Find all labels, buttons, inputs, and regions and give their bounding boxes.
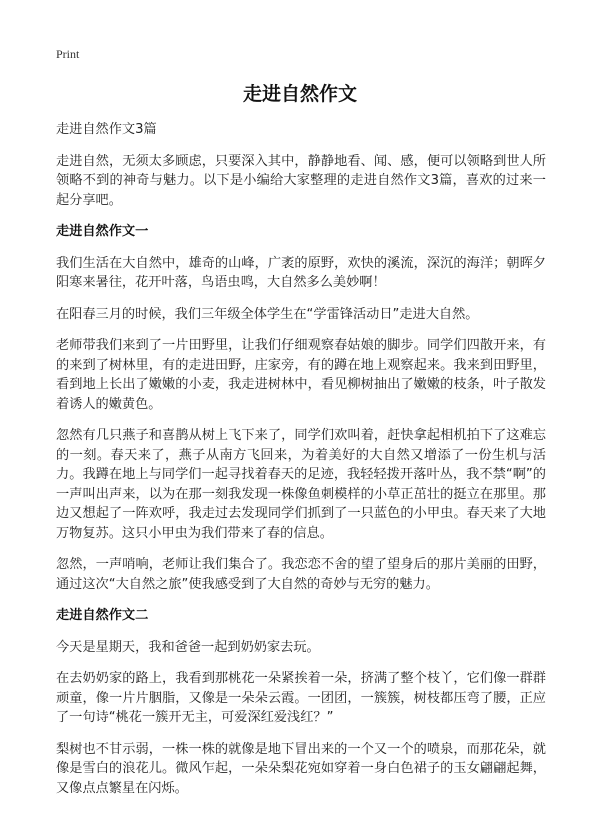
paragraph: 在阳春三月的时候，我们三年级全体学生在“学雷锋活动日”走进大自然。 [56,306,479,322]
section-heading-1: 走进自然作文一 [56,224,149,239]
page-title: 走进自然作文 [242,83,357,105]
paragraph: 在去奶奶家的路上，我看到那桃花一朵紧挨着一朵，挤满了整个枝丫，它们像一群群顽童，像一片片胭脂，又像是一朵朵云霞。一团团，一簇簇，树枝都压弯了腰，正应了一句诗“桃花一簇开无主，可爱深红爱浅红？” [56,671,546,725]
intro-paragraph: 走进自然，无须太多顾虑，只要深入其中，静静地看、闻、感，便可以领略到世人所领略不到的神奇与魅力。以下是小编给大家整理的走进自然作文3篇，喜欢的过来一起分享吧。 [56,153,546,208]
paragraph: 今天是星期天，我和爸爸一起到奶奶家去玩。 [56,639,320,655]
article-subtitle: 走进自然作文3篇 [56,122,157,137]
paragraph: 忽然有几只燕子和喜鹊从树上飞下来了，同学们欢叫着，赶快拿起相机拍下了这难忘的一刻。春天来了，燕子从南方飞回来，为着美好的大自然又增添了一份生机与活力。我蹲在地上与同学们一起寻找着春天的足迹，我轻轻拨开落叶丛，我不禁“啊”的一声叫出声来，以为在那一刻我发现一株像鱼刺模样的小草正茁壮的挺立在那里。那边又想起了一阵欢呼，我走过去发现同学们抓到了一只蓝色的小甲虫。春天来了大地万物复苏。这只小甲虫为我们带来了春的信息。 [56,428,546,541]
paragraph: 忽然，一声哨响，老师让我们集合了。我恋恋不舍的望了望身后的那片美丽的田野，通过这次“大自然之旅”使我感受到了大自然的奇妙与无穷的魅力。 [56,557,546,592]
paragraph: 老师带我们来到了一片田野里，让我们仔细观察春姑娘的脚步。同学们四散开来，有的来到了树林里，有的走进田野，庄家旁，有的蹲在地上观察起来。我来到田野里，看到地上长出了嫩嫩的小麦，我走进树林中，看见柳树抽出了嫩嫩的枝条，叶子散发着诱人的嫩黄色。 [56,338,546,412]
print-link[interactable]: Print [56,47,80,61]
paragraph: 梨树也不甘示弱，一株一株的就像是地下冒出来的一个又一个的喷泉，而那花朵，就像是雪白的浪花儿。微风乍起，一朵朵梨花宛如穿着一身白色裙子的玉女翩翩起舞，又像点点繁星在闪烁。 [56,741,546,796]
paragraph: 我们生活在大自然中，雄奇的山峰，广袤的原野，欢快的溪流，深沉的海洋；朝晖夕阳寒来暑往，花开叶落，鸟语虫鸣，大自然多么美妙啊！ [56,255,546,290]
article-body [56,120,546,810]
section-heading-2: 走进自然作文二 [56,608,149,623]
